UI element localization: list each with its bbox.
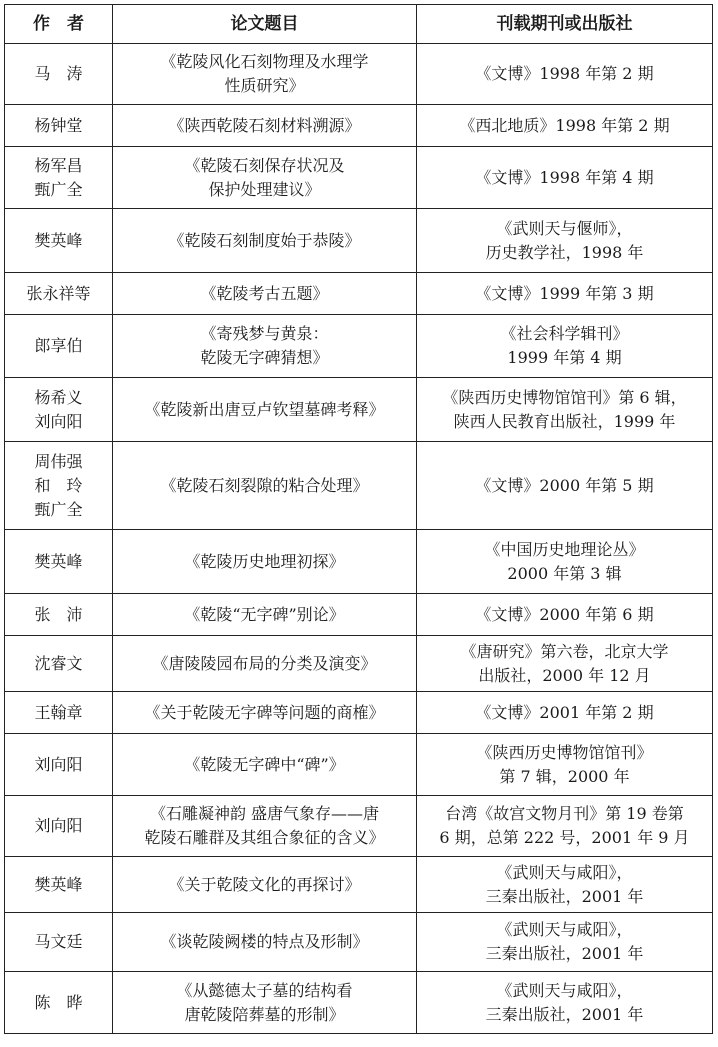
publication-cell (417, 315, 713, 378)
title-cell-line: 《乾陵新出唐豆卢钦望墓碑考释》 (144, 399, 385, 419)
table-row (5, 530, 713, 594)
author-cell-line: 沈睿文 (34, 653, 83, 673)
publication-cell (417, 442, 713, 530)
publication-cell-line: 《社会科学辑刊》 (500, 324, 629, 343)
publication-cell-line: 《武则天与咸阳》， (496, 980, 633, 1000)
publication-cell (417, 378, 713, 442)
title-cell-line: 《乾陵石刻制度始于恭陵》 (168, 230, 361, 250)
table-row (5, 594, 713, 636)
author-cell (5, 857, 113, 913)
publication-cell-line: 三秦出版社，2001 年 (485, 944, 644, 963)
title-cell (113, 147, 417, 209)
title-cell-line: 《关于乾陵无字碑等问题的商榷》 (144, 702, 385, 722)
author-cell (5, 636, 113, 692)
publication-cell-line: 《文博》2000 年第 6 期 (475, 604, 654, 624)
header-title: 论文题目 (113, 5, 417, 44)
title-cell-line: 乾陵石雕群及其组合象征的含义》 (144, 828, 385, 847)
title-cell-line: 《乾陵石刻保存状况及 (184, 155, 345, 175)
publication-cell (417, 972, 713, 1034)
author-cell-line: 樊英峰 (34, 874, 83, 894)
publication-cell-line: 《陕西历史博物馆馆刊》第 6 辑， (442, 387, 687, 407)
publication-cell-line: 《西北地质》1998 年第 2 期 (459, 115, 670, 135)
table-row (5, 972, 713, 1034)
author-cell (5, 315, 113, 378)
table-row (5, 209, 713, 273)
author-cell-line: 马文廷 (34, 932, 83, 951)
publication-cell-line: 《唐研究》第六卷，北京大学 (460, 641, 669, 661)
publication-cell (417, 105, 713, 147)
publication-cell (417, 636, 713, 692)
author-cell (5, 734, 113, 796)
author-cell-line: 张 沛 (34, 604, 83, 624)
title-cell (113, 594, 417, 636)
publication-cell-line: 台湾《故宫文物月刊》第 19 卷第 (445, 804, 684, 823)
title-cell (113, 44, 417, 105)
publication-cell (417, 913, 713, 972)
author-cell-line: 马 涛 (34, 64, 83, 83)
table-row (5, 796, 713, 857)
publication-cell-line: 《武则天与咸阳》， (496, 862, 633, 882)
publication-cell-line: 1999 年第 4 期 (507, 348, 622, 367)
title-cell-line: 性质研究》 (224, 76, 305, 95)
title-cell-line: 《乾陵“无字碑”别论》 (184, 604, 345, 624)
publication-cell (417, 273, 713, 315)
title-cell (113, 315, 417, 378)
publication-cell-line: 三秦出版社，2001 年 (485, 1004, 644, 1024)
title-cell (113, 857, 417, 913)
title-cell-line: 《石雕凝神韵 盛唐气象存——唐 (149, 804, 380, 823)
title-cell (113, 530, 417, 594)
title-cell-line: 《乾陵考古五题》 (200, 283, 329, 303)
publication-table (4, 4, 713, 1034)
author-cell (5, 147, 113, 209)
author-cell (5, 594, 113, 636)
title-cell (113, 734, 417, 796)
table-row (5, 273, 713, 315)
publication-cell (417, 530, 713, 594)
table-row (5, 378, 713, 442)
header-publication: 刊载期刊或出版社 (417, 5, 713, 44)
author-cell-line: 杨希义 (34, 387, 83, 407)
author-cell (5, 692, 113, 734)
author-cell (5, 105, 113, 147)
author-cell-line: 刘向阳 (34, 411, 83, 431)
publication-cell (417, 857, 713, 913)
table-row (5, 315, 713, 378)
publication-cell (417, 147, 713, 209)
title-cell (113, 273, 417, 315)
publication-cell-line: 《文博》2001 年第 2 期 (475, 702, 654, 722)
publication-cell (417, 692, 713, 734)
publication-cell-line: 陕西人民教育出版社，1999 年 (453, 411, 676, 431)
author-cell-line: 陈 晔 (34, 992, 83, 1012)
author-cell (5, 530, 113, 594)
title-cell (113, 442, 417, 530)
author-cell (5, 273, 113, 315)
author-cell-line: 杨军昌 (34, 155, 83, 175)
title-cell-line: 唐乾陵陪葬墓的形制》 (184, 1004, 345, 1024)
author-cell (5, 209, 113, 273)
title-cell-line: 乾陵无字碑猜想》 (200, 348, 329, 367)
author-cell (5, 913, 113, 972)
author-cell-line: 甄广全 (34, 179, 83, 199)
table-row (5, 105, 713, 147)
publication-cell-line: 《武则天与咸阳》， (496, 920, 633, 939)
author-cell-line: 刘向阳 (34, 754, 83, 774)
title-cell (113, 378, 417, 442)
title-cell-line: 《谈乾陵阙楼的特点及形制》 (160, 932, 369, 951)
publication-cell (417, 796, 713, 857)
publication-cell-line: 出版社，2000 年 12 月 (478, 665, 651, 685)
author-cell (5, 44, 113, 105)
title-cell-line: 《寄残梦与黄泉： (200, 324, 329, 343)
publication-cell-line: 第 7 辑，2000 年 (499, 766, 630, 786)
title-cell-line: 《陕西乾陵石刻材料溯源》 (168, 115, 361, 135)
author-cell (5, 972, 113, 1034)
publication-cell-line: 《陕西历史博物馆馆刊》 (476, 742, 653, 762)
author-cell-line: 刘向阳 (34, 816, 83, 835)
header-row (5, 5, 713, 44)
author-cell-line: 樊英峰 (34, 551, 83, 571)
publication-cell-line: 历史教学社，1998 年 (485, 242, 644, 262)
author-cell-line: 和 玲 (34, 475, 83, 495)
author-cell-line: 周伟强 (34, 451, 83, 471)
publication-cell-line: 《中国历史地理论丛》 (484, 539, 645, 559)
table-row (5, 442, 713, 530)
author-cell-line: 郎享伯 (34, 336, 83, 355)
title-cell-line: 保护处理建议》 (208, 179, 321, 199)
title-cell (113, 796, 417, 857)
title-cell (113, 105, 417, 147)
publication-cell-line: 6 期，总第 222 号，2001 年 9 月 (439, 828, 690, 847)
title-cell-line: 《乾陵无字碑中“碑”》 (184, 754, 345, 774)
title-cell-line: 《乾陵历史地理初探》 (184, 551, 345, 571)
publication-cell (417, 44, 713, 105)
header-author: 作 者 (5, 5, 113, 44)
publication-cell-line: 三秦出版社，2001 年 (485, 886, 644, 906)
title-cell (113, 913, 417, 972)
title-cell (113, 972, 417, 1034)
table-row (5, 913, 713, 972)
publication-cell (417, 734, 713, 796)
title-cell-line: 《唐陵陵园布局的分类及演变》 (152, 653, 377, 673)
title-cell-line: 《关于乾陵文化的再探讨》 (168, 874, 361, 894)
title-cell-line: 《乾陵石刻裂隙的粘合处理》 (160, 475, 369, 495)
title-cell-line: 《乾陵风化石刻物理及水理学 (160, 52, 369, 71)
publication-cell (417, 209, 713, 273)
author-cell (5, 442, 113, 530)
title-cell (113, 692, 417, 734)
publication-cell-line: 《文博》1998 年第 2 期 (475, 64, 654, 83)
publication-cell (417, 594, 713, 636)
table-row (5, 636, 713, 692)
author-cell-line: 樊英峰 (34, 230, 83, 250)
author-cell (5, 378, 113, 442)
table-row (5, 147, 713, 209)
author-cell-line: 张永祥等 (26, 283, 91, 303)
publication-cell-line: 《武则天与偃师》， (496, 218, 633, 238)
publication-cell-line: 《文博》1998 年第 4 期 (475, 167, 654, 187)
author-cell-line: 杨钟堂 (34, 115, 83, 135)
author-cell-line: 王翰章 (34, 702, 83, 722)
table-row (5, 857, 713, 913)
publication-cell-line: 《文博》2000 年第 5 期 (475, 475, 654, 495)
table-row (5, 44, 713, 105)
title-cell (113, 209, 417, 273)
publication-cell-line: 2000 年第 3 辑 (507, 563, 622, 583)
table-row (5, 692, 713, 734)
author-cell (5, 796, 113, 857)
table-row (5, 734, 713, 796)
title-cell (113, 636, 417, 692)
author-cell-line: 甄广全 (34, 499, 83, 519)
publication-cell-line: 《文博》1999 年第 3 期 (475, 283, 654, 303)
title-cell-line: 《从懿德太子墓的结构看 (176, 980, 353, 1000)
